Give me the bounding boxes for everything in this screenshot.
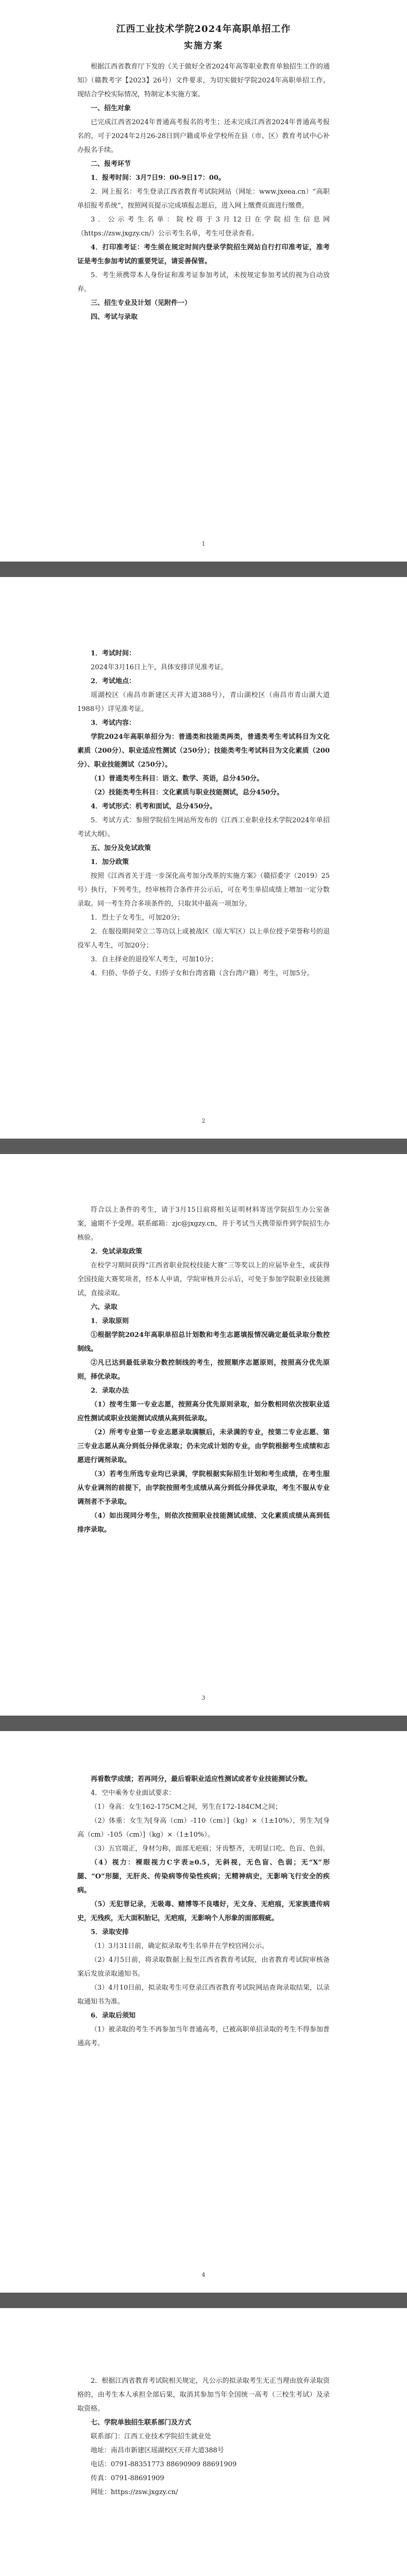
section-heading: （2）技能类考生科目：文化素质与职业技能测试，总分450分。 <box>91 789 284 796</box>
section-heading: 1．报考时间：3月7日9：00-9日17：00。 <box>91 174 225 182</box>
body-paragraph: （3）4月10日前，拟录取考生可登录江西省教育考试院网站查询录取结果，以录取通知书为准。 <box>77 1984 330 2006</box>
body-paragraph: 2．网上报名：考生登录江西省教育考试院网站（网址：www.jxeea.cn）“高职单招报考系统”，按照网页提示完成填报志愿后，进入网上缴费页面进行缴费。 <box>77 188 330 210</box>
section-heading: 三、招生专业及计划（见附件一） <box>91 299 192 307</box>
section-heading: 2．录取办法 <box>91 1387 129 1395</box>
section-heading: （1）按考生第一专业志愿，按照高分优先原则录取，如分数相同依次按职业适应性测试或职业技能测试成绩从高到低录取。 <box>77 1401 330 1422</box>
page-number: 3 <box>201 1694 206 1701</box>
page-number: 4 <box>201 2272 206 2278</box>
body-paragraph: 5．考生须携带本人身份证和准考证参加考试，未按规定参加考试的视为自动放弃。 <box>77 272 330 293</box>
section-heading: 5．录取安排 <box>91 1928 129 1936</box>
body-paragraph: 符合以上条件的考生，请于3月15日前将相关证明材料寄送学院招生办公室备案，逾期不予受理。联系邮箱：zjc@jxgzy.cn，并于考试当天携带原件到学院招生办核验。 <box>77 1206 330 1242</box>
section-heading: （4）视力：裸眼视力C字表≥0.5，无斜视，无色盲、色弱；无“X”形腿、“O”形腿，无肝炎、传染病等传染性疾病；无精神病史，无影响飞行安全的疾病。 <box>77 1859 330 1894</box>
body-paragraph: 3．自主择业的退役军人考生，可加10分； <box>91 956 217 963</box>
section-heading: 3．考试内容： <box>91 719 136 727</box>
section-heading: ②凡已达到最低录取分数控制线的考生，按照顺序志愿原则，按照高分优先原则，择优录取。 <box>77 1359 330 1381</box>
section-heading: 4．考试形式：机考和面试，总分450分。 <box>91 803 217 810</box>
section-heading: （4）如出现同分考生，则依次按照职业技能测试成绩、文化素质成绩从高到低排序录取。 <box>77 1512 330 1534</box>
document-page-5 <box>0 2308 407 2576</box>
body-paragraph: 地址：南昌市新建区瑶湖校区天祥大道388号 <box>91 2447 224 2454</box>
section-heading: 2．考试地点： <box>91 677 136 685</box>
body-paragraph: （1）被录取的考生不再参加当年普通高考，已被高职单招录取的考生不得参加普通高考。 <box>77 2026 330 2047</box>
body-paragraph: 2024年3月16日上午，具体安排详见准考证。 <box>91 664 228 671</box>
body-paragraph: 2．根据江西省教育考试院相关规定，凡公示的拟录取考生无正当理由放弃录取资格的，由考生本人承担全部后果，取消其参加当年全国统一高考（三校生考试）及录取资格。 <box>77 2377 330 2413</box>
section-heading: （5）无犯罪记录，无吸毒、赌博等不良嗜好，无文身、无疤痕，无家族遗传病史，无残疾，无大面积胎记，无疤痕，无影响个人形象的面部瑕疵。 <box>77 1901 330 1922</box>
section-heading: 二、报考环节 <box>91 160 131 168</box>
body-paragraph: 传真：0791-88691909 <box>91 2475 164 2482</box>
body-paragraph: 电话：0791-88351773 88690909 88691909 <box>91 2461 237 2468</box>
body-paragraph: 在校学习期间获得“江西省职业院校技能大赛”三等奖以上的应届毕业生，或获得全国技能大赛奖项者，经本人申请，学院审核并公示后，可免于参加学院职业技能测试，直接录取。 <box>77 1262 330 1297</box>
section-heading: 6．录取后须知 <box>91 2012 136 2020</box>
document-page-4 <box>0 1731 407 2293</box>
section-heading: （3）若考生所选专业均已录满，学院根据实际招生计划和考生成绩，在考生服从专业调剂的前提下，由学院按照考生成绩从高分到低分择优录取，考生不服从专业调剂者不予录取。 <box>77 1470 330 1506</box>
body-paragraph: 3．公示考生名单：院校将于3月12日在学院招生信息网（https://zsw.jxgzy.cn/）公示考生名单，考生可登录查看。 <box>77 216 330 238</box>
section-heading: 再看数学成绩；若再同分，最后看职业适应性测试或者专业技能测试分数。 <box>91 1775 312 1783</box>
page-number: 2 <box>201 1117 206 1124</box>
section-heading: 七、学院单独招生联系部门及方式 <box>91 2419 192 2427</box>
document-page-3 <box>0 1154 407 1716</box>
section-heading: ①根据学院2024年高职单招总计划数和考生志愿填报情况确定最低录取分数控制线。 <box>77 1331 330 1353</box>
document-subtitle: 实施方案 <box>184 41 223 51</box>
body-paragraph: 5．考试方式：参照学院招生网站所发布的《江西工业职业技术学院2024年单招考试大纲》。 <box>77 817 330 838</box>
section-heading: 六、录取 <box>91 1303 118 1311</box>
section-heading: （1）普通类考生科目：语文、数学、英语，总分450分。 <box>91 775 264 783</box>
body-paragraph: （1）3月31日前，确定拟录取考生名单并在学校官网公示。 <box>91 1942 269 1950</box>
section-heading: 4．打印准考证：考生须在规定时间内登录学院招生网站自行打印准考证，准考证是考生参加考试的重要凭证，请妥善保管。 <box>77 244 330 265</box>
section-heading: 五、加分及免试政策 <box>91 844 151 852</box>
body-paragraph: 已完成江西省2024年普通高考报名的考生；还未完成江西省2024年普通高考报名的，可于2024年2月26-28日到户籍或毕业学校所在县（市、区）教育考试中心补办报名手续。 <box>77 118 330 154</box>
document-title: 江西工业技术学院2024年高职单招工作 <box>116 24 291 35</box>
section-heading: 四、考试与录取 <box>91 313 138 321</box>
body-paragraph: 1．烈士子女考生，可加20分； <box>91 914 184 922</box>
section-heading: 2．免试录取政策 <box>91 1248 143 1256</box>
body-paragraph: 联系部门：江西工业技术学院招生就业处 <box>91 2433 212 2441</box>
section-heading: 1．考试时间： <box>91 650 136 657</box>
body-paragraph: 瑶湖校区（南昌市新建区天祥大道388号），青山湖校区（南昌市青山湖大道1988号）详见准考证。 <box>77 691 330 713</box>
page-number: 1 <box>201 540 206 547</box>
body-paragraph: （2）4月5日前，将录取数据上报至江西省教育考试院，由省教育考试院审核备案后发放录取通知书。 <box>77 1956 330 1978</box>
body-paragraph: 按照《江西省关于进一步深化高考加分改革的实施方案》（赣招委字（2019）25号）执行，下列考生，经审核符合条件并公示后，可在考生单招成绩上增加一定分数录取。同一考生符合多项条件的，只取其中最高一项加分。 <box>77 872 330 908</box>
section-heading: 1．加分政策 <box>91 858 129 866</box>
document-page-2 <box>0 577 407 1139</box>
section-heading: 一、招生对象 <box>91 105 131 112</box>
section-heading: 1．录取原则 <box>91 1317 129 1325</box>
body-paragraph: （3）五官端正，身材匀称，面部无疤痕；牙齿整齐，无明显口吃、色盲、色弱。 <box>91 1845 330 1853</box>
body-paragraph: 4．空中乘务专业面试要求： <box>91 1789 176 1797</box>
document-page-1 <box>0 0 407 562</box>
body-paragraph: 2．在服役期间荣立二等功以上或被战区（原大军区）以上单位授予荣誉称号的退役军人考生，可加20分； <box>77 928 330 950</box>
body-paragraph: 根据江西省教育厅下发的《关于做好全省2024年高等职业教育单独招生工作的通知》（赣教考字【2023】26号）文件要求，为切实做好学院2024年高职单招工作，现结合学校实际情况，特制定本实施方案。 <box>77 63 330 98</box>
section-heading: 学院2024年高职单招分为：普通类和技能类两类，普通类考生考试科目为文化素质（200分）、职业适应性测试（250分）；技能类考生考试科目为文化素质（200分）、职业技能测试（250分）。 <box>77 733 330 769</box>
body-paragraph: 网址：https://zsw.jxgzy.cn/ <box>91 2488 178 2496</box>
section-heading: （2）所考专业第一专业志愿录取满额后，未录满的专业，按第二专业志愿、第三专业志愿从高分到低分择优录取；仍未完成计划的专业，由学院根据考生成绩和志愿进行调剂录取。 <box>77 1429 330 1464</box>
body-paragraph: （2）体重：女生为[身高（cm）-110（cm）]（kg）×（1±10%），男生为[身高（cm）-105（cm）]（kg）×（1±10%）。 <box>77 1817 330 1839</box>
body-paragraph: 4．归侨、华侨子女、归侨子女和台湾省籍（含台湾户籍）考生，可加5分。 <box>91 970 314 977</box>
body-paragraph: （1）身高：女生162-175CM之间，男生在172-184CM之间； <box>91 1803 282 1811</box>
